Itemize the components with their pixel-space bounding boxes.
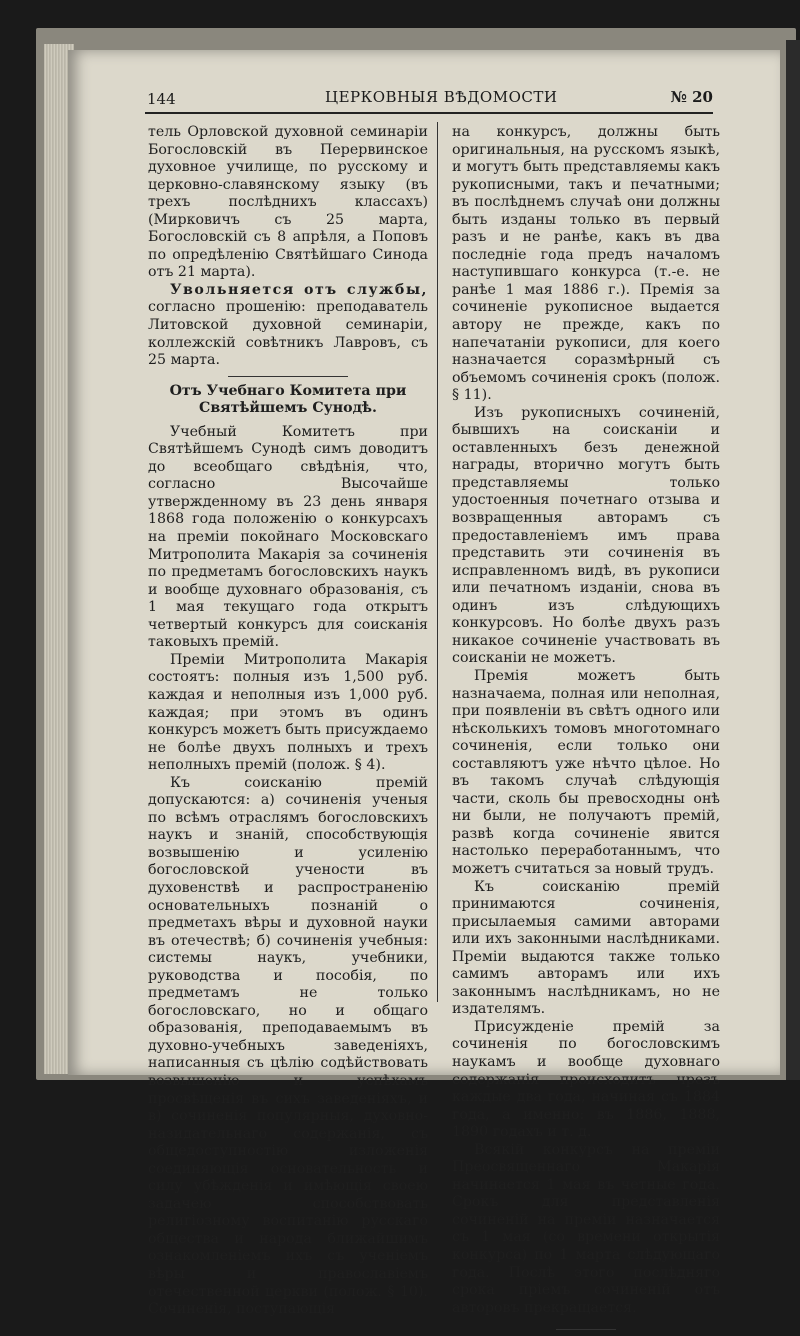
paragraph: Къ соисканію премій принимаются сочиненія, присылаемыя самими авторами или ихъ законными наслѣдниками. Преміи выдаются также только самимъ авторамъ или ихъ законнымъ наслѣдникамъ, но не издателямъ.	[452, 878, 720, 1018]
paragraph: тель Орловской духовной семинаріи Богословскій въ Перервинское духовное училище, по русскому и церковно-славянскому языку (въ трехъ послѣднихъ классахъ) (Мирковичъ съ 25 марта, Богословскій съ 8 апрѣля, а Поповъ по опредѣленію Святѣйшаго Синода отъ 21 марта).	[148, 124, 428, 281]
paragraph-text: согласно прошенію: преподаватель Литовской духовной семинаріи, коллежскій совѣтникъ Лавровъ, съ 25 марта.	[148, 299, 428, 369]
running-title: ЦЕРКОВНЫЯ ВѢДОМОСТИ	[325, 88, 558, 106]
end-rule	[556, 1329, 616, 1330]
section-rule	[228, 376, 348, 377]
paragraph	[148, 282, 428, 370]
page-header	[145, 88, 713, 114]
paragraph: Присужденіе премій за сочиненія по богословскимъ наукамъ и вообще духовнаго содержанія происходитъ чрезъ каждые два года, начиная съ 1884 года, а именно: въ 1886, 1888, 1890 годахъ и т. д.	[452, 1018, 720, 1141]
paragraph-lead: Увольняется отъ службы,	[170, 281, 428, 298]
left-column	[148, 124, 428, 1319]
paragraph: на конкурсъ, должны быть оригинальныя, на русскомъ языкѣ, и могутъ быть представляемы какъ рукописными, такъ и печатными; въ послѣднемъ случаѣ они должны быть изданы только въ первый разъ и не ранѣе, какъ въ два последніе года предъ началомъ наступившаго конкурса (т.-е. не ранѣе 1 мая 1886 г.). Премія за сочиненіе рукописное выдается автору не прежде, какъ по напечатаніи рукописи, для коего назначается соразмѣрный съ объемомъ сочиненія срокъ (полож. § 11).	[452, 124, 720, 404]
section-heading: Отъ Учебнаго Комитета при Святѣйшемъ Сунодѣ.	[169, 382, 407, 417]
paragraph: Преміи Митрополита Макарія состоятъ: полныя изъ 1,500 руб. каждая и неполныя изъ 1,000 руб. каждая; при этомъ въ одинъ конкурсъ можетъ быть присуждаемо не болѣе двухъ полныхъ и трехъ неполныхъ премій (полож. § 4).	[148, 651, 428, 774]
paragraph: Премія можетъ быть назначаема, полная или неполная, при появленіи въ свѣтъ одного или нѣсколькихъ томовъ многотомнаго сочиненія, если только они составляютъ уже нѣчто цѣлое. Но въ такомъ случаѣ слѣдующія части, сколь бы превосходны онѣ ни были, не получаютъ премій, развѣ когда сочиненіе явится настолько переработаннымъ, что можетъ считаться за новый трудъ.	[452, 667, 720, 877]
paragraph: Къ соисканію премій допускаются: а) сочиненія ученыя по всѣмъ отраслямъ богословскихъ наукъ и знаній, способствующія возвышенію и усиленію богословской учености въ духовенствѣ и распространенію основательныхъ познаній о предметахъ вѣры и духовной науки въ отечествѣ; б) сочиненія учебныя: системы наукъ, учебники, руководства и пособія, по предметамъ не только богословскаго, но и общаго образованія, преподаваемымъ въ духовно-учебныхъ заведеніяхъ, написанныя съ цѣлію содѣйствовать возвышенію и успѣхамъ просвѣщенія въ сихъ заведеніяхъ, и в) сочиненія популярныя, духовно-назидательнаго содержанія, съ общедоступностію изложенія соединяющія основательность и силу убѣжденія и имѣющія своею задачею способствовать религіозному воспитанію русскаго общества и народа ближайшимъ ознакомленіемъ ихъ съ ученіемъ вѣры и православіемъ отечественной церкви (полож. § 10). Сочиненія, поступающія	[148, 774, 428, 1318]
paragraph: Всякій конкурсъ на преміи Преосвященнаго Макарія начинается 1 мая въ четные года. Срокъ для представленія сочиненій на преміи назначается съ 1 мая (со времени открытія конкурса) по 1 марта слѣдующаго года. Послѣ этого послѣдняго срока пріемъ сочиненій отъ авторовъ прекращается.	[452, 1141, 720, 1316]
right-column	[452, 124, 720, 1336]
right-book-edge	[786, 40, 800, 1080]
issue-number: № 20	[670, 88, 713, 106]
page-number: 144	[147, 90, 176, 108]
paragraph: Изъ рукописныхъ сочиненій, бывшихъ на соисканіи и оставленныхъ безъ денежной награды, вторично могутъ быть представляемы только удостоенныя почетнаго отзыва и возвращенныя авторамъ съ предоставленіемъ имъ права представить эти сочиненія въ исправленномъ видѣ, въ рукописи или печатномъ изданіи, снова въ одинъ изъ слѣдующихъ конкурсовъ. Но болѣе двухъ разъ никакое сочиненіе участвовать въ соисканіи не можетъ.	[452, 404, 720, 667]
paragraph: Учебный Комитетъ при Святѣйшемъ Сунодѣ симъ доводитъ до всеобщаго свѣдѣнія, что, согласно Высочайше утвержденному въ 23 день января 1868 года положенію о конкурсахъ на преміи покойнаго Московскаго Митрополита Макарія за сочиненія по предметамъ богословскихъ наукъ и вообще духовнаго образованія, съ 1 мая текущаго года открытъ четвертый конкурсъ для соисканія таковыхъ премій.	[148, 423, 428, 651]
column-divider	[437, 122, 438, 1002]
